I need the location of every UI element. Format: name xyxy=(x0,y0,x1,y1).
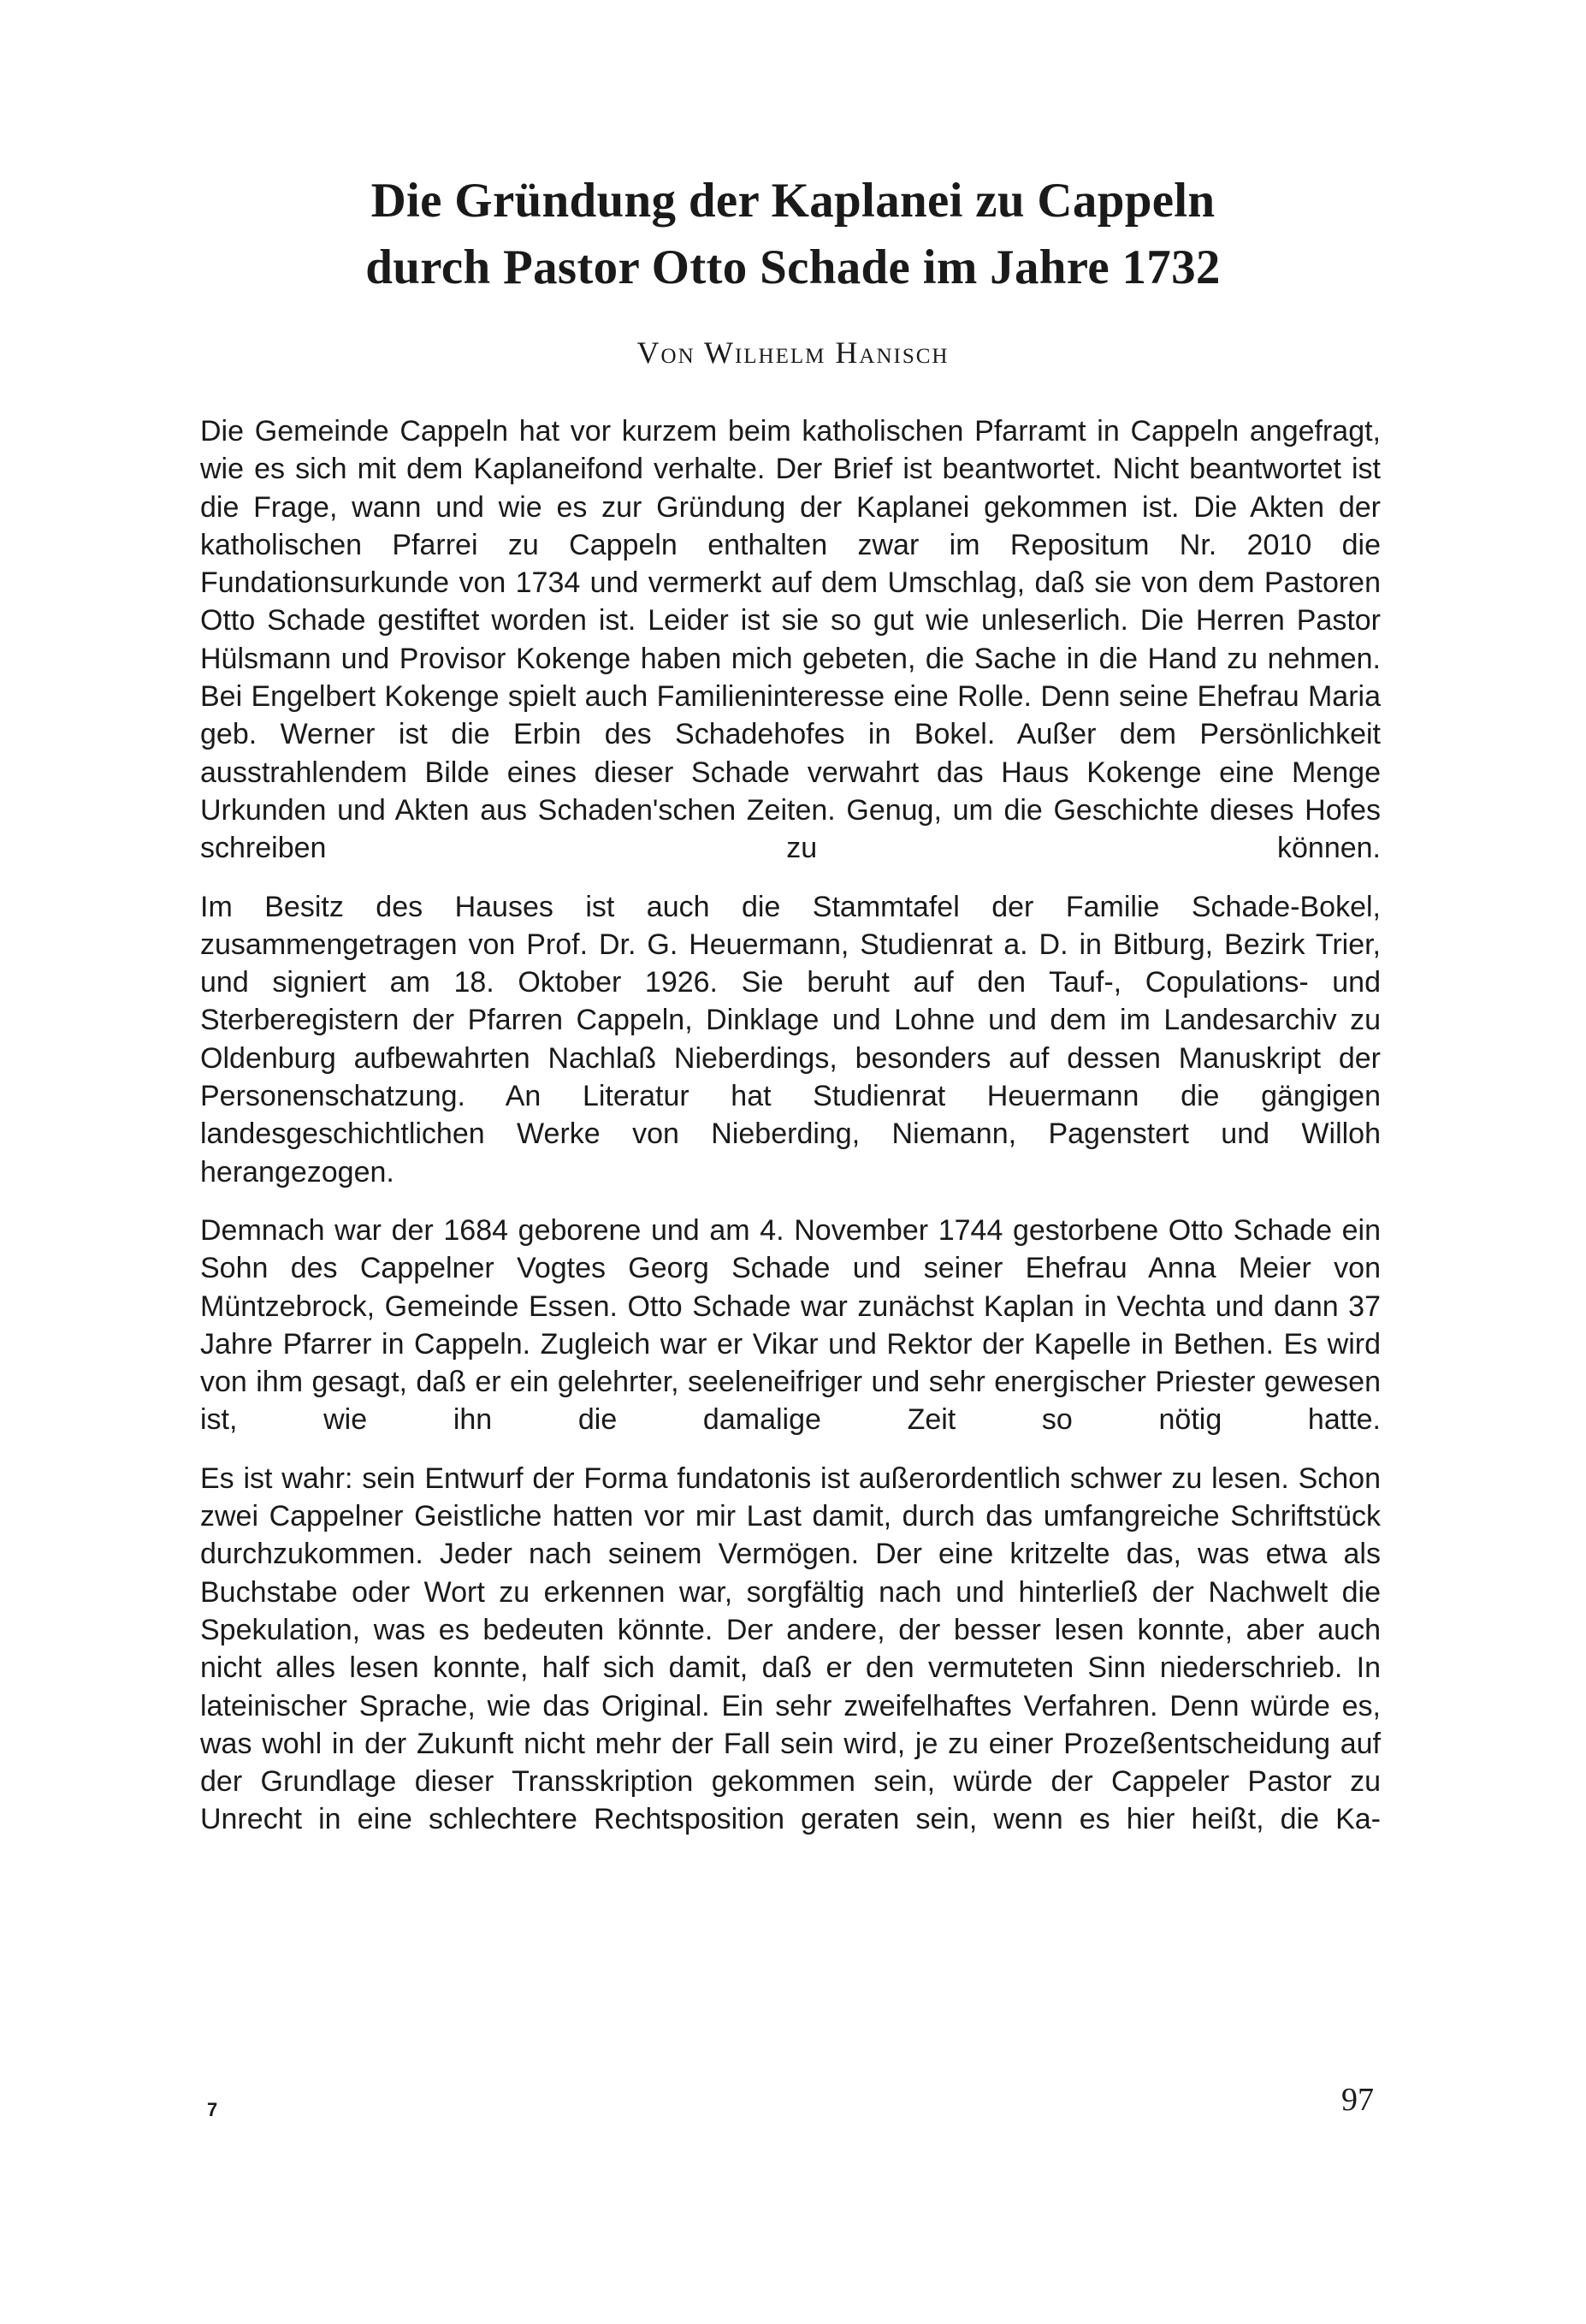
author-byline: Von Wilhelm Hanisch xyxy=(636,335,950,370)
paragraph-1: Die Gemeinde Cappeln hat vor kurzem beim katholischen Pfarramt in Cappeln angefragt, wie es sich mit dem Kaplaneifond verhalte. Der Brief ist beantwortet. Nicht beantwortet ist die Frage, wann und wie es zur Gründung der Kaplanei gekommen ist. Die Akten der katholischen Pfarrei zu Cappeln enthalten zwar im Repositum Nr. 2010 die Fundationsurkunde von 1734 und vermerkt auf dem Umschlag, daß sie von dem Pastoren Otto Schade gestiftet worden ist. Leider ist sie so gut wie unleserlich. Die Herren Pastor Hülsmann und Provisor Kokenge haben mich gebeten, die Sache in die Hand zu nehmen. Bei Engelbert Kokenge spielt auch Familieninteresse eine Rolle. Denn seine Ehefrau Maria geb. Werner ist die Erbin des Schadehofes in Bokel. Außer dem Persönlichkeit ausstrahlendem Bilde eines dieser Schade verwahrt das Haus Kokenge eine Menge Urkunden und Akten aus Schaden'schen Zeiten. Genug, um die Geschichte dieses Hofes schreiben zu können. xyxy=(200,415,1381,865)
title-line-1: Die Gründung der Kaplanei zu Cappeln xyxy=(370,174,1216,228)
page-number: 97 xyxy=(1341,2082,1374,2118)
paragraph-2: Im Besitz des Hauses ist auch die Stammtafel der Familie Schade-Bokel, zusammengetragen von Prof. Dr. G. Heuermann, Studienrat a. D. in Bitburg, Bezirk Trier, und signiert am 18. Oktober 1926. Sie beruht auf den Tauf-, Copulations- und Sterberegistern der Pfarren Cappeln, Dinklage und Lohne und dem im Landesarchiv zu Oldenburg aufbewahrten Nachlaß Nieberdings, besonders auf dessen Manuskript der Personenschatzung. An Literatur hat Studienrat Heuermann die gängigen landesgeschichtlichen Werke von Nieberding, Niemann, Pagenstert und Willoh herangezogen. xyxy=(200,890,1381,1189)
article-body xyxy=(200,412,1381,1839)
paragraph-3: Demnach war der 1684 geborene und am 4. November 1744 gestorbene Otto Schade ein Sohn des Cappelner Vogtes Georg Schade und seiner Ehefrau Anna Meier von Müntzebrock, Gemeinde Essen. Otto Schade war zunächst Kaplan in Vechta und dann 37 Jahre Pfarrer in Cappeln. Zugleich war er Vikar und Rektor der Kapelle in Bethen. Es wird von ihm gesagt, daß er ein gelehrter, seeleneifriger und sehr energischer Priester gewesen ist, wie ihn die damalige Zeit so nötig hatte. xyxy=(200,1213,1381,1437)
paragraph-4: Es ist wahr: sein Entwurf der Forma fundatonis ist außerordentlich schwer zu lesen. Schon zwei Cappelner Geistliche hatten vor mir Last damit, durch das umfangreiche Schriftstück durchzukommen. Jeder nach seinem Vermögen. Der eine kritzelte das, was etwa als Buchstabe oder Wort zu erkennen war, sorgfältig nach und hinterließ der Nachwelt die Spekulation, was es bedeuten könnte. Der andere, der besser lesen konnte, aber auch nicht alles lesen konnte, half sich damit, daß er den vermuteten Sinn niederschrieb. In lateinischer Sprache, wie das Original. Ein sehr zweifelhaftes Verfahren. Denn würde es, was wohl in der Zukunft nicht mehr der Fall sein wird, je zu einer Prozeßentscheidung auf der Grundlage dieser Transskription gekommen sein, würde der Cappeler Pastor zu Unrecht in eine schlechtere Rechtsposition geraten sein, wenn es hier heißt, die Ka- xyxy=(200,1461,1381,1836)
printer-signature-mark: 7 xyxy=(207,2099,218,2120)
title-line-2: durch Pastor Otto Schade im Jahre 1732 xyxy=(365,240,1221,294)
article-title xyxy=(197,168,1389,301)
